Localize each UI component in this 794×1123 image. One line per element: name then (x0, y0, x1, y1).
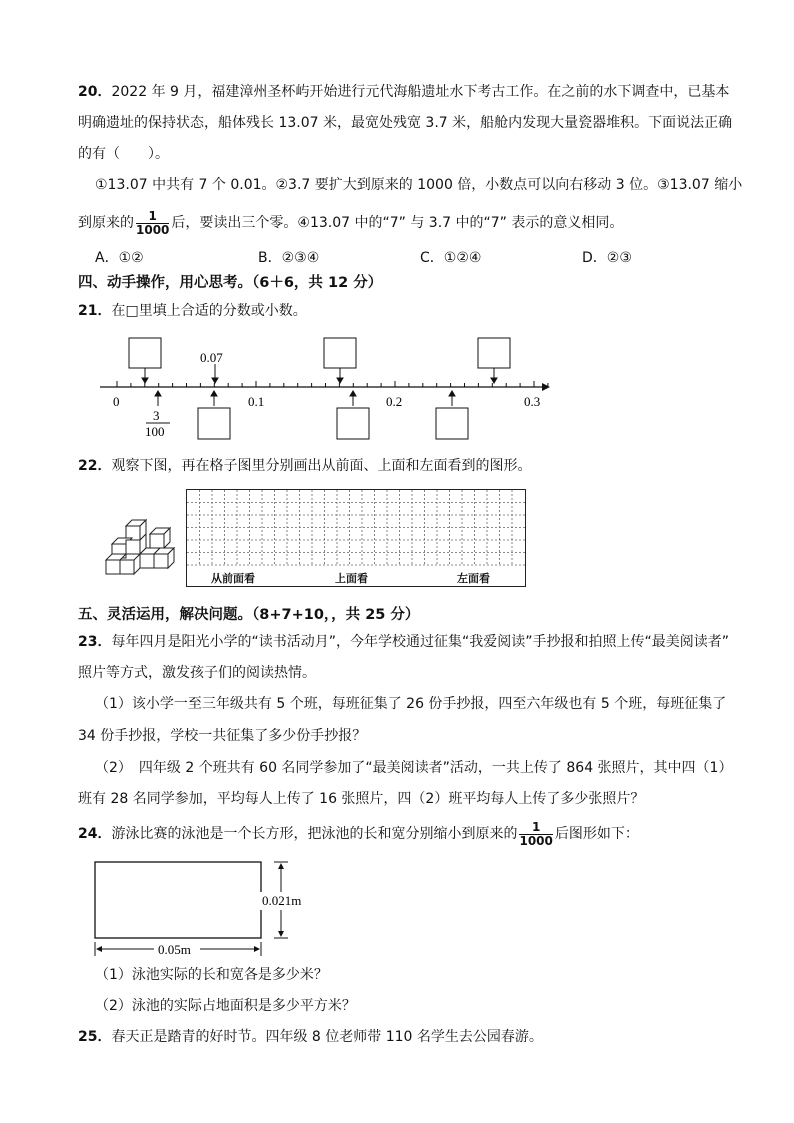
q20-line5-post: 后，要读出三个零。④13.07 中的“7” 与 3.7 中的“7” 表示的意义相同。 (171, 215, 624, 231)
number-line-figure (0, 330, 794, 445)
q20-option-a[interactable]: A．①② (95, 250, 144, 266)
section4-title: 四、动手操作，用心思考。（6＋6，共 12 分） (78, 275, 383, 291)
pool-length-label: 0.05m (158, 942, 191, 957)
q22-line (78, 456, 531, 476)
frac-3-den: 100 (145, 424, 165, 439)
drawing-grid[interactable] (186, 489, 526, 587)
label-0-1: 0.1 (248, 394, 265, 409)
label-0-2: 0.2 (386, 394, 403, 409)
q20-line1 (78, 82, 729, 102)
q23-number: 23． (78, 634, 112, 650)
view-front-label: 从前面看 (211, 572, 255, 585)
q21-text: 在□里填上合适的分数或小数。 (111, 303, 307, 319)
q21-number: 21． (78, 303, 112, 319)
label-0-3: 0.3 (524, 394, 541, 409)
q23-part2-line1: （2） 四年级 2 个班共有 60 名同学参加了“最美阅读者”活动，一共上传了 864 张照片，其中四（1） (95, 760, 733, 776)
q21-line (78, 301, 307, 321)
view-top-label: 上面看 (335, 572, 368, 585)
q20-line5-pre: 到原来的 (78, 215, 134, 231)
q20-line3: 的有（ ）。 (78, 146, 169, 162)
answer-box-top-3[interactable] (478, 338, 510, 368)
section5-title: 五、灵活运用，解决问题。（8+7+10，，共 25 分） (78, 607, 420, 623)
q24-line (78, 818, 639, 850)
q20-line5 (78, 207, 623, 239)
q24-number: 24． (78, 826, 112, 842)
frac-3-num: 3 (153, 408, 160, 423)
q22-text: 观察下图，再在格子图里分别画出从前面、上面和左面看到的图形。 (111, 458, 532, 474)
label-0-07: 0.07 (200, 350, 223, 365)
q20-line4: ①13.07 中共有 7 个 0.01。②3.7 要扩大到原来的 1000 倍，小数点可以向右移动 3 位。③13.07 缩小 (95, 177, 743, 193)
view-left-label: 左面看 (457, 572, 490, 585)
q20-number: 20． (78, 84, 112, 100)
q24-frac-num: 1 (519, 821, 552, 835)
q24-sub2: （2）泳池的实际占地面积是多少平方米？ (95, 998, 356, 1014)
answer-box-bottom-3[interactable] (436, 408, 468, 439)
label-0: 0 (113, 394, 120, 409)
q25-text: 春天正是踏青的好时节。四年级 8 位老师带 110 名学生去公园春游。 (111, 1029, 543, 1045)
q24-fraction (519, 821, 552, 848)
answer-box-bottom-1[interactable] (198, 408, 230, 439)
q20-frac-den: 1000 (136, 222, 170, 237)
q24-text-post: 后图形如下： (554, 826, 639, 842)
answer-box-top-2[interactable] (324, 338, 356, 368)
q23-part1-line2: 34 份手抄报，学校一共征集了多少份手抄报？ (78, 728, 367, 744)
q23-part1-line1: （1）该小学一至三年级共有 5 个班，每班征集了 26 份手抄报，四至六年级也有 5 个班，每班征集了 (95, 696, 727, 712)
q24-sub1: （1）泳池实际的长和宽各是多少米？ (95, 967, 328, 983)
q20-text-1: 2022 年 9 月，福建漳州圣杯屿开始进行元代海船遗址水下考古工作。在之前的水下调查中，已基本 (111, 84, 730, 100)
answer-box-bottom-2[interactable] (337, 408, 369, 439)
q23-part2-line2: 班有 28 名同学参加，平均每人上传了 16 张照片，四（2）班平均每人上传了多少张照片？ (78, 791, 645, 807)
answer-box-top-1[interactable] (129, 338, 161, 368)
q20-option-c[interactable]: C．①②④ (420, 250, 482, 266)
cube-stack-figure (100, 514, 186, 578)
pool-width-label: 0.021m (262, 893, 302, 908)
q24-text-pre: 游泳比赛的泳池是一个长方形，把泳池的长和宽分别缩小到原来的 (111, 826, 518, 842)
q23-line2: 照片等方式，激发孩子们的阅读热情。 (78, 665, 316, 681)
q24-frac-den: 1000 (519, 833, 553, 848)
q22-number: 22． (78, 458, 112, 474)
pool-rectangle-figure (88, 858, 318, 962)
q23-line1 (78, 632, 729, 652)
q25-line (78, 1027, 543, 1047)
q25-number: 25． (78, 1029, 112, 1045)
q20-fraction (136, 210, 169, 237)
q20-option-b[interactable]: B．②③④ (258, 250, 320, 266)
q20-option-d[interactable]: D．②③ (582, 250, 632, 266)
q23-text-1: 每年四月是阳光小学的“读书活动月”，今年学校通过征集“我爱阅读”手抄报和拍照上传“最美阅读者” (111, 634, 729, 650)
q20-frac-num: 1 (136, 210, 169, 224)
q20-line2: 明确遗址的保持状态，船体残长 13.07 米，最宽处残宽 3.7 米，船舱内发现大量瓷器堆积。下面说法正确 (78, 115, 733, 131)
